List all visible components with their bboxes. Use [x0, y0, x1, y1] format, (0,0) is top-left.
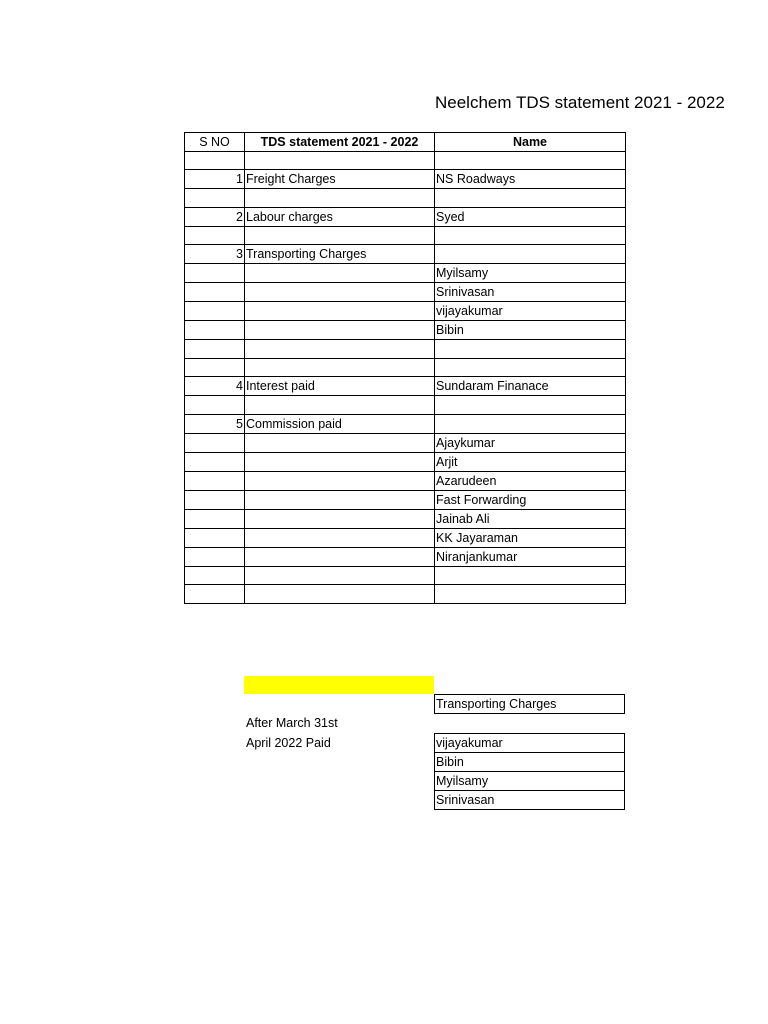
cell-statement	[245, 433, 435, 452]
cell-name: Arjit	[435, 452, 626, 471]
note-line-1: After March 31st	[246, 716, 338, 730]
table-row	[185, 302, 626, 321]
table-row	[185, 264, 626, 283]
cell-sno: 2	[185, 207, 245, 226]
table-row	[185, 189, 626, 207]
cell-name: Myilsamy	[435, 264, 626, 283]
paid-name: Myilsamy	[435, 772, 625, 791]
table-row	[185, 170, 626, 189]
paid-name-row	[435, 791, 625, 810]
cell-sno	[185, 340, 245, 358]
cell-name	[435, 585, 626, 603]
cell-sno	[185, 396, 245, 414]
table-row	[185, 509, 626, 528]
cell-name: Ajaykumar	[435, 433, 626, 452]
cell-sno	[185, 528, 245, 547]
highlight-cell	[244, 676, 434, 694]
cell-statement: Transporting Charges	[245, 245, 435, 264]
table-row	[185, 340, 626, 358]
cell-statement	[245, 566, 435, 584]
header-name: Name	[435, 133, 626, 152]
table-row	[185, 396, 626, 414]
cell-sno: 3	[185, 245, 245, 264]
cell-statement: Freight Charges	[245, 170, 435, 189]
cell-name: Fast Forwarding	[435, 490, 626, 509]
cell-sno	[185, 302, 245, 321]
table-row	[185, 452, 626, 471]
cell-sno: 4	[185, 377, 245, 396]
cell-sno	[185, 358, 245, 376]
cell-name: Syed	[435, 207, 626, 226]
cell-name: Srinivasan	[435, 283, 626, 302]
cell-name	[435, 226, 626, 244]
table-row	[185, 377, 626, 396]
cell-sno	[185, 264, 245, 283]
cell-sno	[185, 471, 245, 490]
paid-names-table	[434, 733, 625, 810]
cell-name	[435, 189, 626, 207]
table-row	[185, 547, 626, 566]
cell-name	[435, 245, 626, 264]
cell-sno	[185, 547, 245, 566]
header-sno: S NO	[185, 133, 245, 152]
table-row	[185, 245, 626, 264]
cell-name: Bibin	[435, 321, 626, 340]
paid-name: vijayakumar	[435, 734, 625, 753]
table-row	[185, 358, 626, 376]
paid-name: Srinivasan	[435, 791, 625, 810]
table-row	[185, 321, 626, 340]
cell-statement	[245, 358, 435, 376]
cell-statement	[245, 321, 435, 340]
cell-statement	[245, 189, 435, 207]
cell-statement: Labour charges	[245, 207, 435, 226]
cell-sno	[185, 585, 245, 603]
cell-name: Jainab Ali	[435, 509, 626, 528]
table-row	[185, 414, 626, 433]
cell-name	[435, 358, 626, 376]
tds-statement-table	[184, 132, 626, 604]
table-row	[185, 566, 626, 584]
cell-name: Azarudeen	[435, 471, 626, 490]
cell-sno	[185, 321, 245, 340]
cell-sno	[185, 189, 245, 207]
cell-sno	[185, 490, 245, 509]
cell-name	[435, 566, 626, 584]
cell-name	[435, 396, 626, 414]
cell-statement	[245, 340, 435, 358]
table-row	[185, 528, 626, 547]
cell-statement	[245, 302, 435, 321]
cell-name	[435, 340, 626, 358]
cell-statement	[245, 490, 435, 509]
cell-statement	[245, 452, 435, 471]
cell-statement	[245, 396, 435, 414]
cell-statement: Interest paid	[245, 377, 435, 396]
cell-sno	[185, 509, 245, 528]
paid-name-row	[435, 734, 625, 753]
table-header-row	[185, 133, 626, 152]
cell-name	[435, 152, 626, 170]
cell-statement	[245, 226, 435, 244]
cell-statement	[245, 585, 435, 603]
table-row	[185, 433, 626, 452]
cell-name	[435, 414, 626, 433]
transporting-box	[434, 694, 625, 714]
table-row	[185, 471, 626, 490]
cell-statement	[245, 152, 435, 170]
table-row	[185, 490, 626, 509]
table-row	[185, 283, 626, 302]
cell-statement	[245, 471, 435, 490]
cell-name: Niranjankumar	[435, 547, 626, 566]
cell-name: Sundaram Finanace	[435, 377, 626, 396]
cell-statement	[245, 528, 435, 547]
cell-sno	[185, 283, 245, 302]
cell-sno: 5	[185, 414, 245, 433]
table-row	[185, 226, 626, 244]
cell-sno	[185, 433, 245, 452]
cell-statement	[245, 283, 435, 302]
table-row	[185, 207, 626, 226]
cell-statement	[245, 264, 435, 283]
header-statement: TDS statement 2021 - 2022	[245, 133, 435, 152]
transporting-heading: Transporting Charges	[435, 695, 625, 714]
table-row	[185, 585, 626, 603]
paid-name-row	[435, 772, 625, 791]
cell-name: NS Roadways	[435, 170, 626, 189]
cell-statement: Commission paid	[245, 414, 435, 433]
cell-sno	[185, 452, 245, 471]
cell-sno	[185, 152, 245, 170]
cell-statement	[245, 547, 435, 566]
table-row	[185, 152, 626, 170]
cell-sno	[185, 566, 245, 584]
cell-name: vijayakumar	[435, 302, 626, 321]
cell-sno: 1	[185, 170, 245, 189]
cell-sno	[185, 226, 245, 244]
paid-name-row	[435, 753, 625, 772]
cell-name: KK Jayaraman	[435, 528, 626, 547]
cell-statement	[245, 509, 435, 528]
paid-name: Bibin	[435, 753, 625, 772]
page-title: Neelchem TDS statement 2021 - 2022	[435, 93, 725, 112]
note-line-2: April 2022 Paid	[246, 736, 331, 750]
